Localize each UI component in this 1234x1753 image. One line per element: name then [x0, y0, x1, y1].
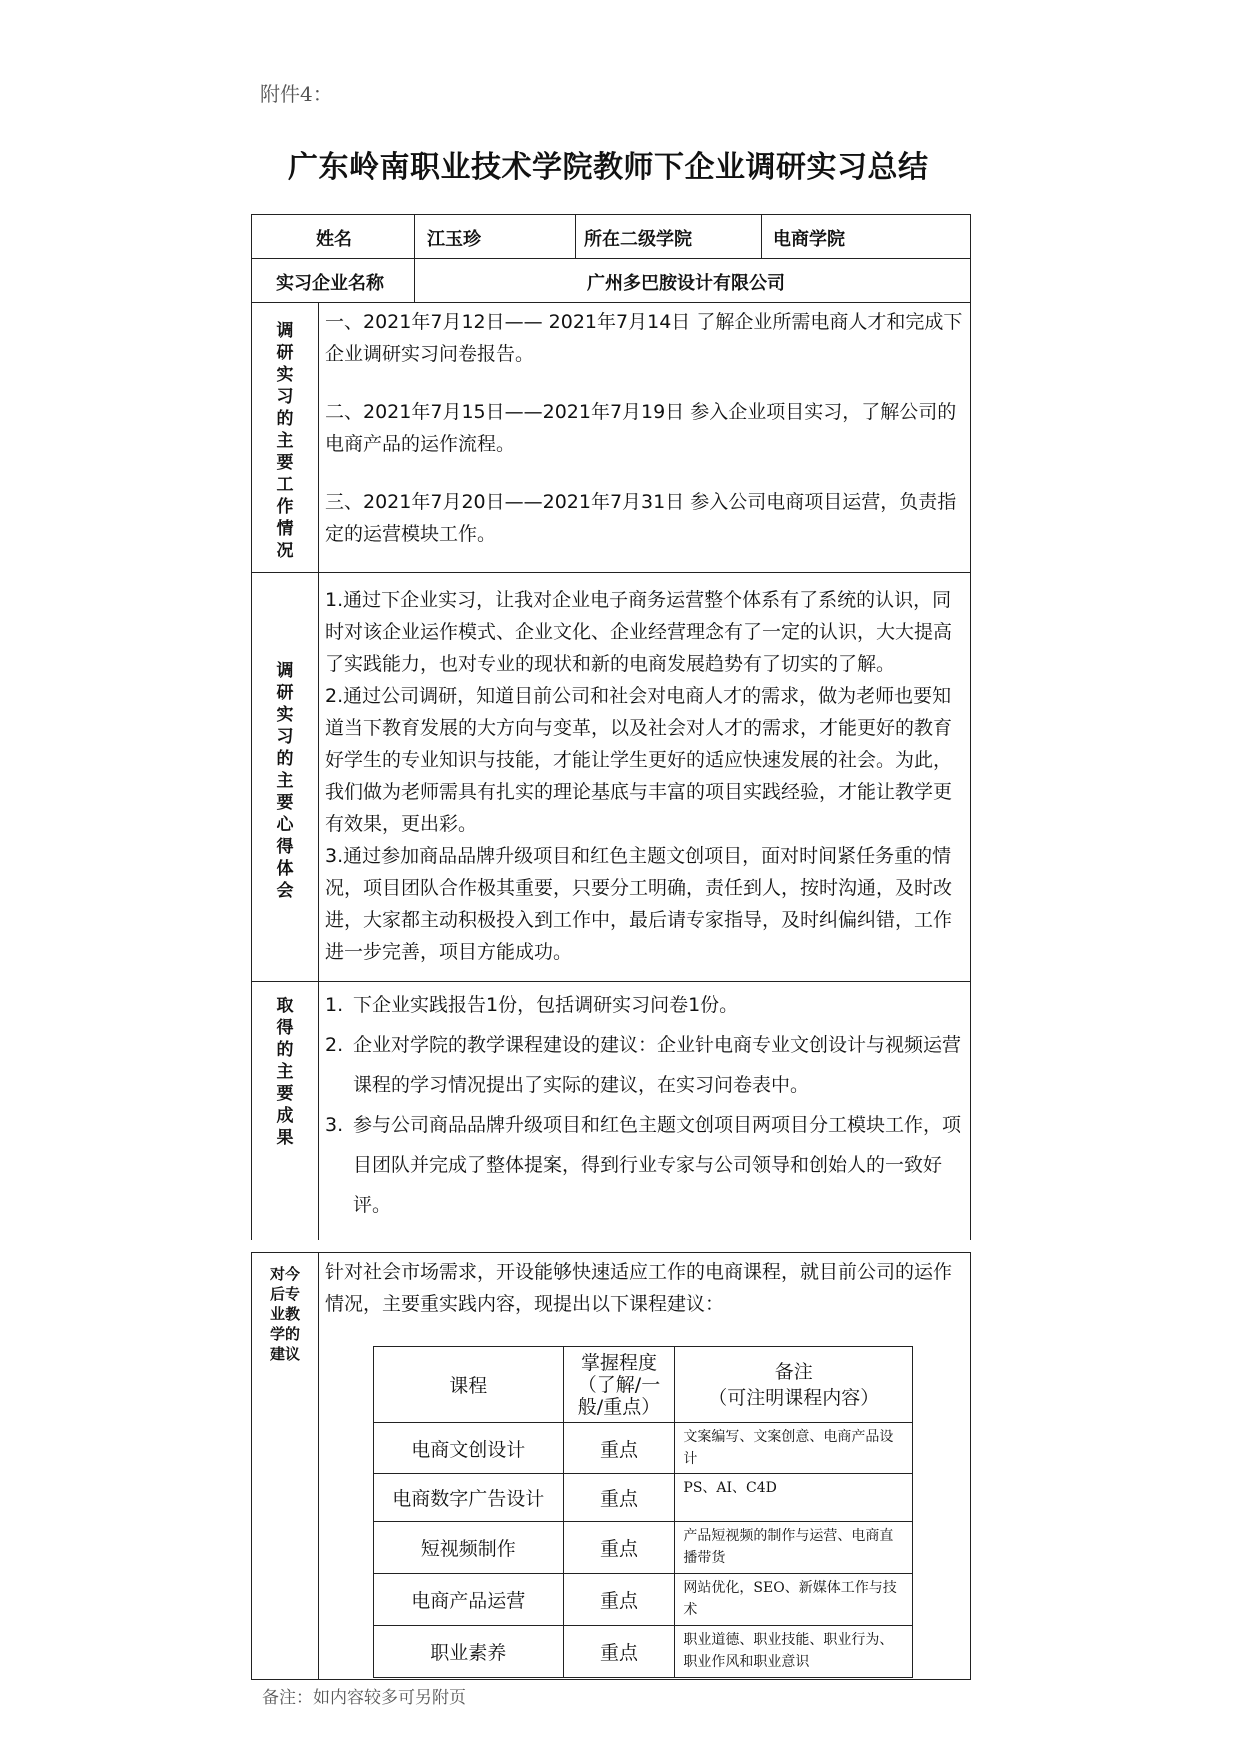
level-header-line: 般/重点） — [577, 1395, 661, 1418]
row-divider — [251, 572, 971, 573]
course-level: 重点 — [563, 1574, 675, 1626]
col-divider — [414, 214, 415, 302]
footnote: 备注：如内容较多可另附页 — [262, 1688, 466, 1708]
label-col-divider — [318, 302, 319, 1240]
result-text: 企业对学院的教学课程建设的建议：企业针电商专业文创设计与视频运营课程的学习情况提出了实际的建议，在实习问卷表中。 — [353, 1034, 962, 1096]
work-paragraph: 三、2021年7月20日——2021年7月31日 参入公司电商项目运营，负责指定的运营模块工作。 — [325, 491, 957, 545]
company-label: 实习企业名称 — [276, 273, 384, 294]
level-header-line: （了解/一 — [577, 1373, 661, 1396]
result-item — [325, 985, 965, 1025]
attachment-label: 附件4： — [260, 82, 333, 106]
note-header — [675, 1347, 913, 1423]
work-section-label: 调研实习的主要工作情况 — [276, 321, 294, 561]
experience-content — [325, 584, 965, 968]
results-content — [325, 985, 965, 1225]
work-paragraph: 二、2021年7月15日——2021年7月19日 参入企业项目实习，了解公司的电商产品的运作流程。 — [325, 401, 957, 455]
result-item — [325, 1105, 965, 1225]
table-row — [374, 1423, 913, 1474]
course-level: 重点 — [563, 1474, 675, 1522]
row-divider — [251, 258, 971, 259]
course-name: 电商数字广告设计 — [374, 1474, 564, 1522]
table-row — [374, 1522, 913, 1574]
course-level: 重点 — [563, 1626, 675, 1678]
suggestion-intro: 针对社会市场需求，开设能够快速适应工作的电商课程，就目前公司的运作情况，主要重实践内容，现提出以下课程建议： — [325, 1261, 953, 1315]
result-number: 3. — [325, 1114, 344, 1136]
result-number: 1. — [325, 994, 344, 1016]
course-note: 职业道德、职业技能、职业行为、职业作风和职业意识 — [675, 1626, 913, 1678]
course-level: 重点 — [563, 1522, 675, 1574]
results-section-label: 取得的主要成果 — [276, 996, 294, 1148]
result-item — [325, 1025, 965, 1105]
work-paragraph: 一、2021年7月12日—— 2021年7月14日 了解企业所需电商人才和完成下企业调研实习问卷报告。 — [325, 311, 963, 365]
work-content — [325, 306, 965, 550]
table-row — [374, 1626, 913, 1678]
table-row — [374, 1574, 913, 1626]
row-divider — [251, 302, 971, 303]
experience-paragraph: 2.通过公司调研，知道目前公司和社会对电商人才的需求，做为老师也要知道当下教育发展的大方向与变革，以及社会对人才的需求，才能更好的教育好学生的专业知识与技能，才能让学生更好的适应快速发展的社会。为此，我们做为老师需具有扎实的理论基底与丰富的项目实践经验，才能让教学更有效果，更出彩。 — [325, 685, 953, 835]
document-title: 广东岭南职业技术学院教师下企业调研实习总结 — [288, 150, 929, 185]
course-note: 网站优化，SEO、新媒体工作与技术 — [675, 1574, 913, 1626]
course-header: 课程 — [374, 1347, 564, 1423]
result-text: 下企业实践报告1份，包括调研实习问卷1份。 — [353, 994, 739, 1016]
level-header-line: 掌握程度 — [580, 1351, 657, 1374]
name-value: 江玉珍 — [427, 229, 481, 250]
course-level: 重点 — [563, 1423, 675, 1474]
note-header-line: （可注明课程内容） — [708, 1386, 880, 1409]
company-value: 广州多巴胺设计有限公司 — [587, 273, 785, 294]
course-name: 电商文创设计 — [374, 1423, 564, 1474]
col-divider — [575, 214, 576, 258]
suggestion-section-label: 对今后专业教学的建议 — [270, 1265, 301, 1363]
course-note: 文案编写、文案创意、电商产品设计 — [675, 1423, 913, 1474]
note-header-line: 备注 — [774, 1360, 813, 1383]
result-number: 2. — [325, 1034, 344, 1056]
college-label: 所在二级学院 — [584, 229, 692, 250]
course-name: 职业素养 — [374, 1626, 564, 1678]
col-divider — [761, 214, 762, 258]
course-table — [373, 1346, 913, 1678]
course-name: 短视频制作 — [374, 1522, 564, 1574]
level-header — [563, 1347, 675, 1423]
course-note: 产品短视频的制作与运营、电商直播带货 — [675, 1522, 913, 1574]
experience-paragraph: 1.通过下企业实习，让我对企业电子商务运营整个体系有了系统的认识，同时对该企业运作模式、企业文化、企业经营理念有了一定的认识，大大提高了实践能力，也对专业的现状和新的电商发展趋势有了切实的了解。 — [325, 589, 953, 675]
table-row — [374, 1474, 913, 1522]
name-label: 姓名 — [316, 229, 352, 250]
experience-section-label: 调研实习的主要心得体会 — [276, 661, 294, 901]
college-value: 电商学院 — [773, 229, 845, 250]
row-divider — [251, 981, 971, 982]
result-text: 参与公司商品品牌升级项目和红色主题文创项目两项目分工模块工作，项目团队并完成了整体提案，得到行业专家与公司领导和创始人的一致好评。 — [353, 1114, 962, 1216]
course-name: 电商产品运营 — [374, 1574, 564, 1626]
experience-paragraph: 3.通过参加商品品牌升级项目和红色主题文创项目，面对时间紧任务重的情况，项目团队合作极其重要，只要分工明确，责任到人，按时沟通，及时改进，大家都主动积极投入到工作中，最后请专家指导，及时纠偏纠错，工作进一步完善，项目方能成功。 — [325, 845, 953, 963]
label-col-divider — [318, 1252, 319, 1680]
course-note: PS、AI、C4D — [675, 1474, 913, 1522]
course-table-header — [374, 1347, 913, 1423]
